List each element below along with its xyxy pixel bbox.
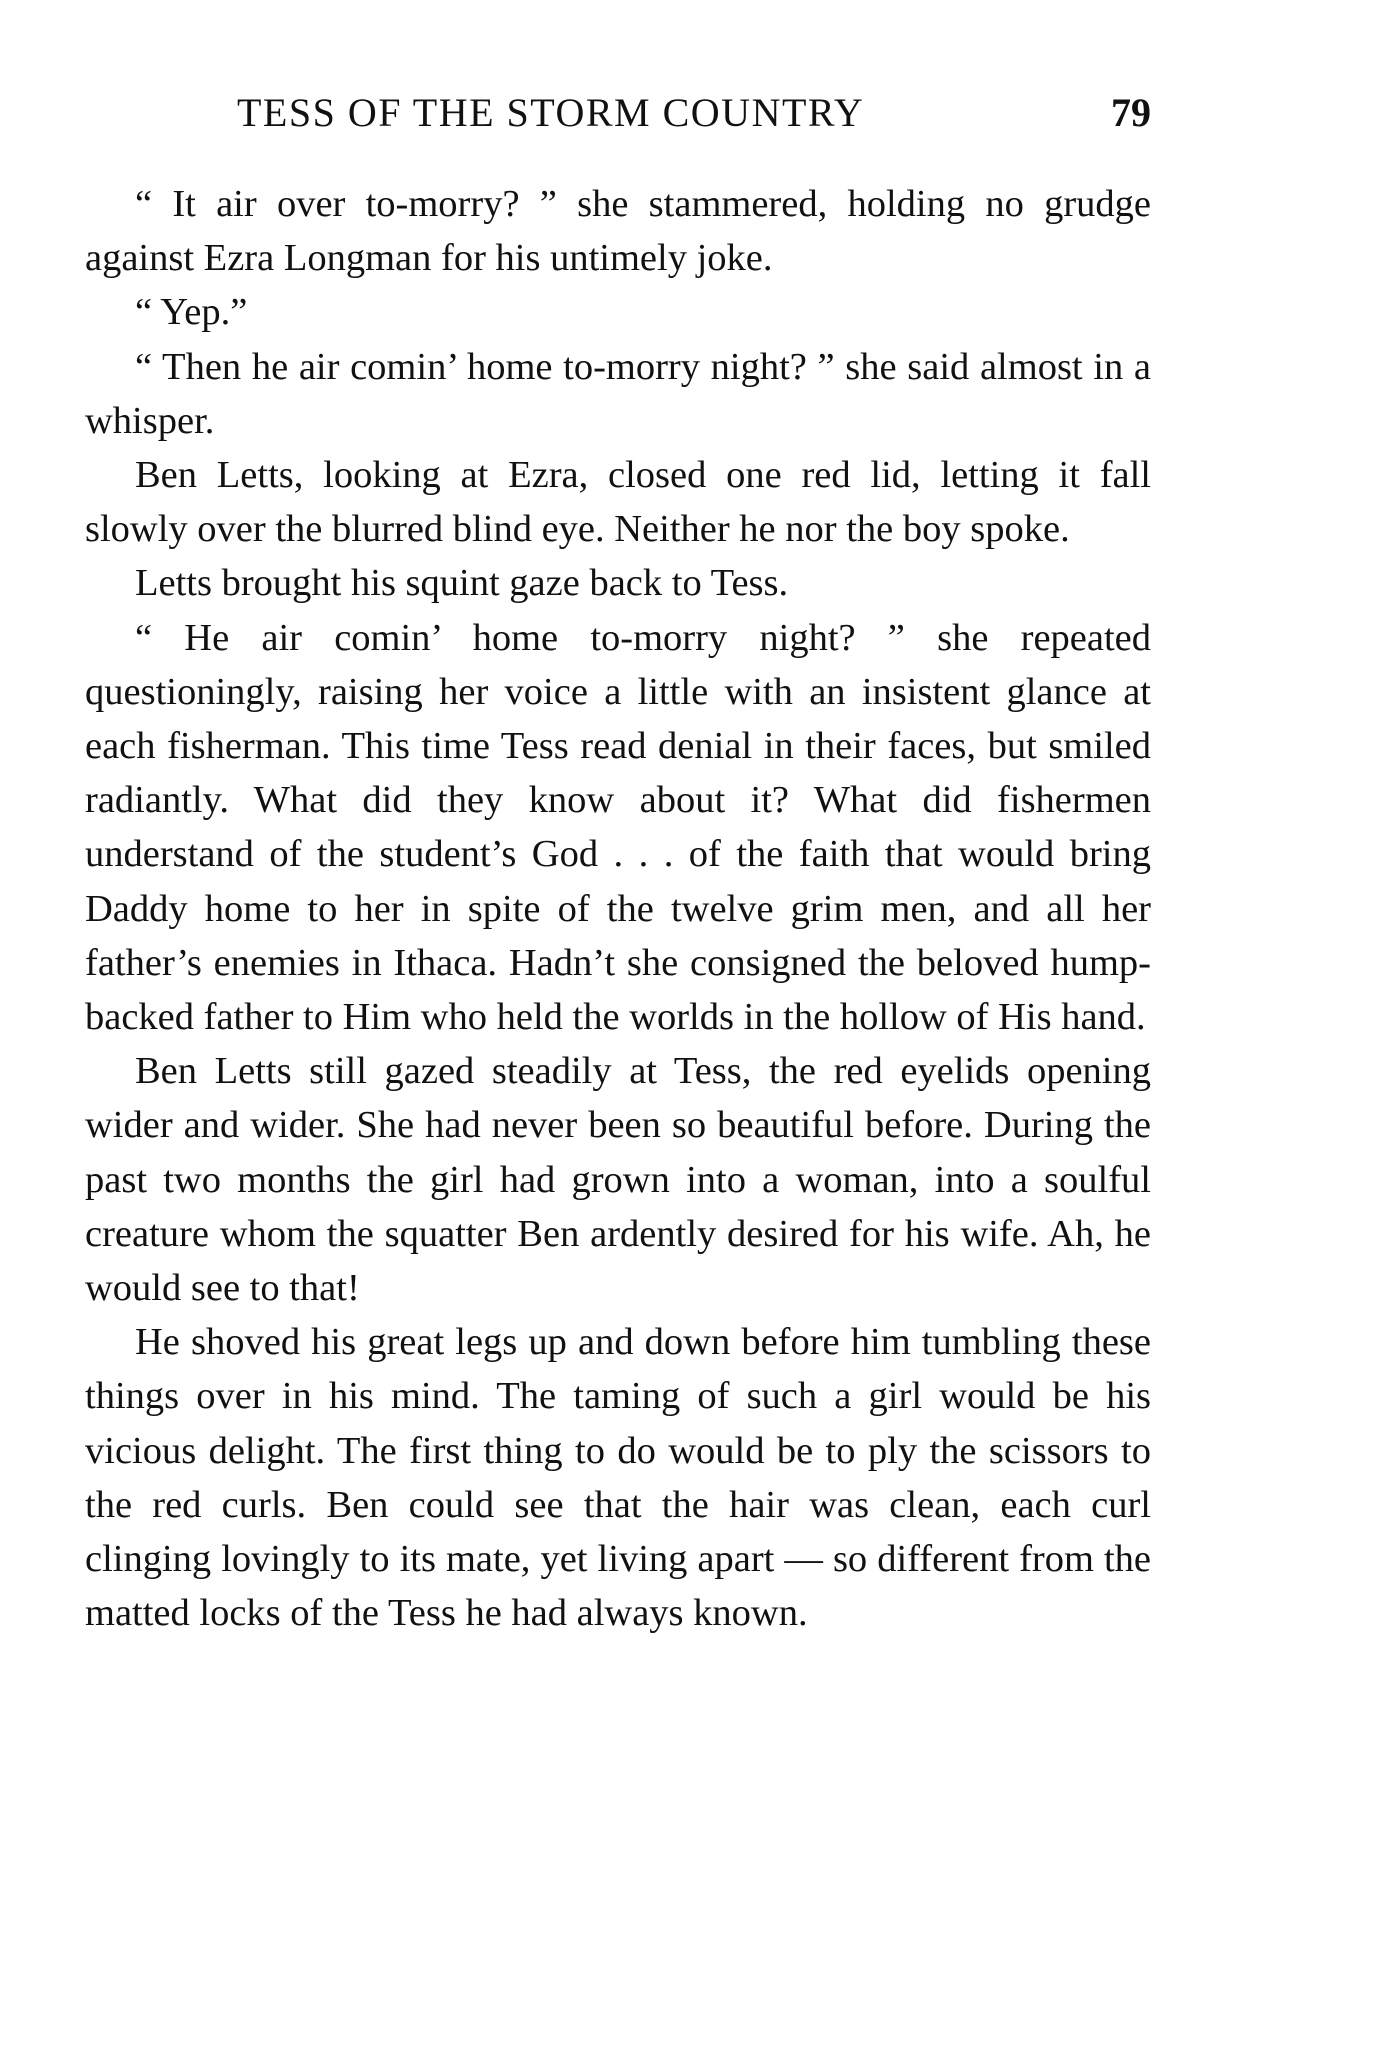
paragraph-5: Letts brought his squint gaze back to Tess. [135, 562, 789, 605]
running-title: TESS OF THE STORM COUNTRY [237, 90, 865, 135]
paragraph-1: “ It air over to-morry? ” she stammered, holding no grudge against Ezra Longman for his untimely joke. [85, 183, 1151, 280]
paragraph-4: Ben Letts, looking at Ezra, closed one red lid, letting it fall slowly over the blurred blind eye. Neither he nor the boy spoke. [85, 454, 1151, 551]
paragraph-3: “ Then he air comin’ home to-morry night? ” she said almost in a whisper. [85, 345, 1151, 442]
paragraph-7: Ben Letts still gazed steadily at Tess, the red eyelids opening wider and wider. She had never been so beautiful before. During the past two months the girl had grown into a woman, into a soulful creature whom the squatter Ben ardently desired for his wife. Ah, he would see to that! [85, 1050, 1151, 1310]
running-head [85, 88, 1151, 138]
paragraph-6: “ He air comin’ home to-morry night? ” she repeated questioningly, raising her voice a little with an insistent glance at each fisherman. This time Tess read denial in their faces, but smiled radiantly. What did they know about it? What did fishermen understand of the student’s God . . . of the faith that would bring Daddy home to her in spite of the twelve grim men, and all her father’s enemies in Ithaca. Hadn’t she consigned the beloved hump-backed father to Him who held the worlds in the hollow of His hand. [85, 616, 1151, 1039]
body-text [85, 177, 1151, 1640]
paragraph-2: “ Yep.” [135, 291, 248, 334]
page-number: 79 [1111, 90, 1151, 135]
paragraph-8: He shoved his great legs up and down before him tumbling these things over in his mind. The taming of such a girl would be his vicious delight. The first thing to do would be to ply the scissors to the red curls. Ben could see that the hair was clean, each curl clinging lovingly to its mate, yet living apart — so different from the matted locks of the Tess he had always known. [85, 1321, 1151, 1635]
